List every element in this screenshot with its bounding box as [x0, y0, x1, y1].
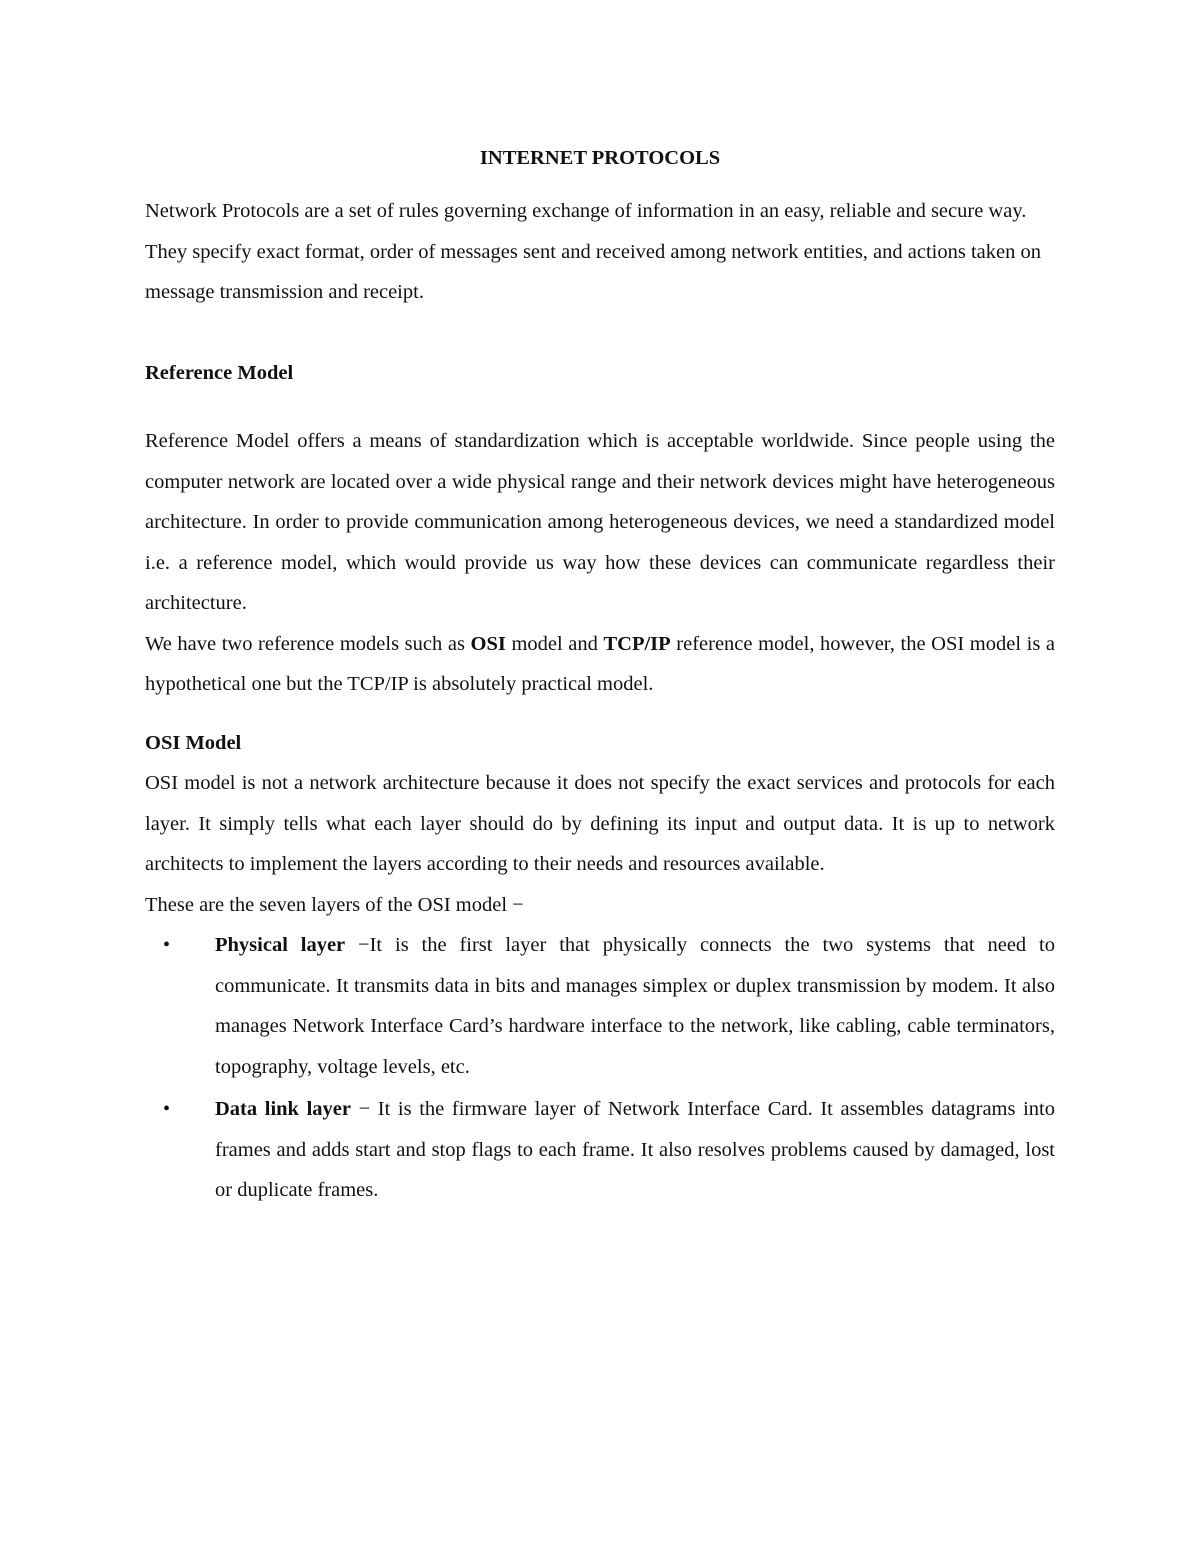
section-heading-osi-model: OSI Model [145, 731, 242, 754]
tcpip-bold: TCP/IP [603, 632, 671, 655]
text-run: We have two reference models such as [145, 632, 471, 655]
reference-model-paragraph-2 [145, 624, 1055, 705]
section-heading-reference-model: Reference Model [145, 361, 294, 384]
intro-paragraph-1: Network Protocols are a set of rules governing exchange of information in an easy, reliable and secure way. [145, 200, 1027, 222]
layer-name: Data link layer [215, 1098, 351, 1120]
layer-name: Physical layer [215, 934, 346, 956]
bullet-icon: • [163, 934, 171, 956]
intro-paragraph-2: They specify exact format, order of messages sent and received among network entities, and actions taken on message transmission and receipt. [145, 240, 1041, 303]
osi-model-paragraph-2: These are the seven layers of the OSI model − [145, 893, 524, 916]
list-item-data-link-layer [145, 1089, 1055, 1211]
bullet-icon: • [163, 1098, 171, 1120]
reference-model-paragraph-1: Reference Model offers a means of standardization which is acceptable worldwide. Since people using the computer network are located over a wide physical range and their network devices might have heterogeneous architecture. In order to provide communication among heterogeneous devices, we need a standardized model i.e. a reference model, which would provide us way how these devices can communicate regardless their architecture. [145, 430, 1055, 614]
list-item-physical-layer [145, 925, 1055, 1087]
layer-description: − It is the firmware layer of Network Interface Card. It assembles datagrams into frames and adds start and stop flags to each frame. It also resolves problems caused by damaged, lost or duplicate frames. [215, 1098, 1055, 1201]
document-page [145, 140, 1055, 1213]
spacer [145, 313, 1055, 353]
text-run: model and [505, 632, 604, 655]
layer-description: −It is the first layer that physically connects the two systems that need to communicate. It transmits data in bits and manages simplex or duplex transmission by modem. It also manages Network Interface Card’s hardware interface to the network, like cabling, cable terminators, topography, voltage levels, etc. [215, 934, 1055, 1078]
osi-layers-list [145, 925, 1055, 1211]
spacer [145, 393, 1055, 421]
page-title: INTERNET PROTOCOLS [479, 147, 721, 169]
text-run: reference model, however, the OSI model is a hypothetical one but the TCP/IP is absolutely practical model. [145, 632, 1055, 695]
osi-model-paragraph-1: OSI model is not a network architecture because it does not specify the exact services and protocols for each layer. It simply tells what each layer should do by defining its input and output data. It is up to network architects to implement the layers according to their needs and resources available. [145, 772, 1055, 875]
spacer [145, 705, 1055, 723]
osi-bold: OSI [470, 632, 506, 655]
